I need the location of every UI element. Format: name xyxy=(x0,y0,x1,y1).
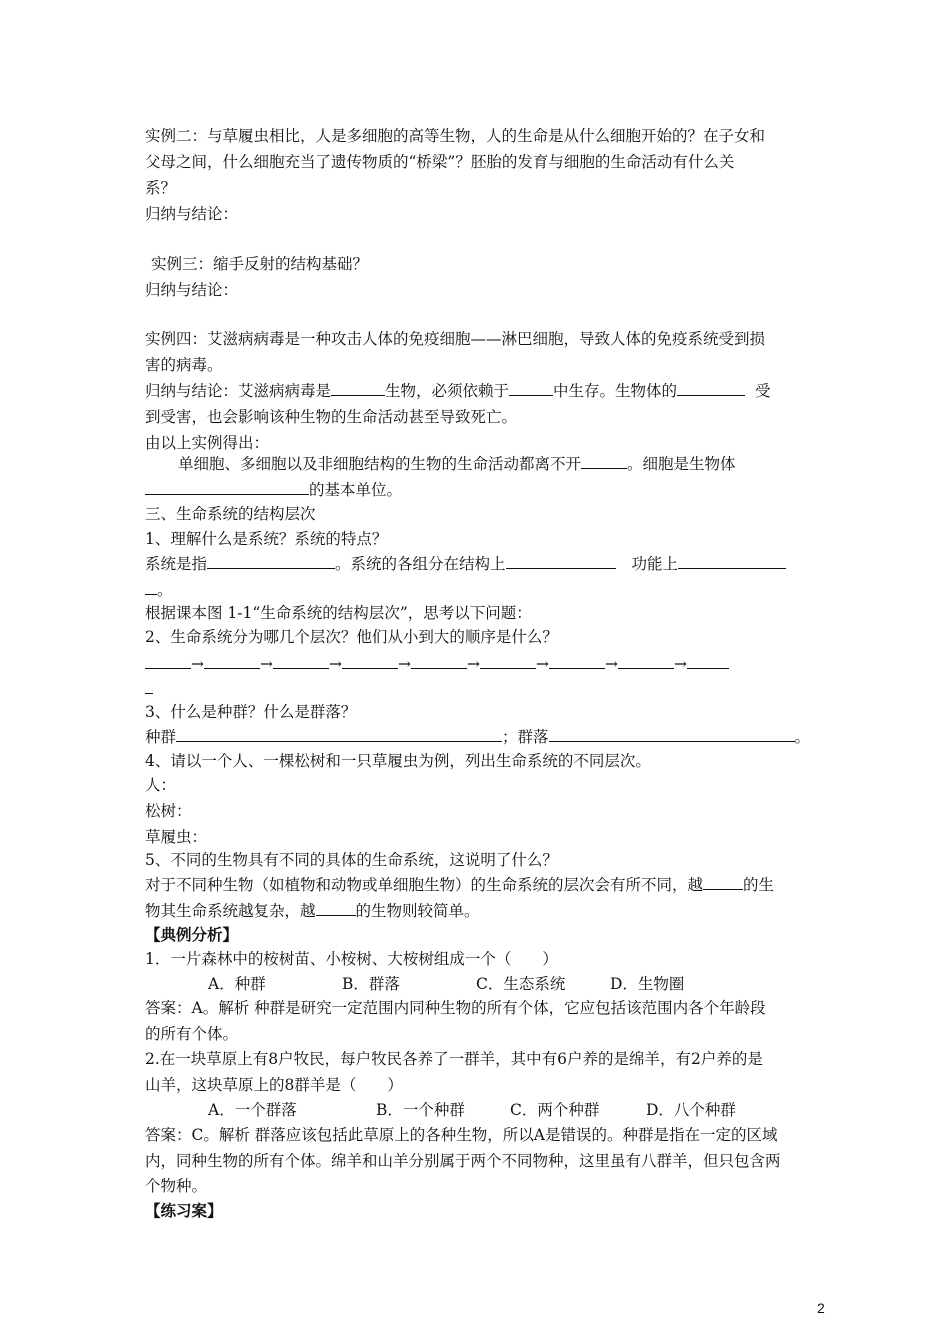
text-segment: 单细胞、多细胞以及非细胞结构的生物的生命活动都离不开 xyxy=(178,455,582,473)
text-line: 实例四：艾滋病病毒是一种攻击人体的免疫细胞——淋巴细胞，导致人体的免疫系统受到损 xyxy=(145,330,766,348)
text-segment: 生物，必须依赖于 xyxy=(385,382,510,400)
fill-blank[interactable] xyxy=(145,676,153,694)
answer-label: 草履虫： xyxy=(145,828,208,846)
arrow-glyph: → xyxy=(674,655,687,673)
text-segment: 系统是指 xyxy=(145,555,208,573)
question: 山羊，这块草原上的8群羊是（ ） xyxy=(145,1076,403,1094)
fill-blank[interactable] xyxy=(506,551,616,569)
fill-blank[interactable] xyxy=(145,651,191,669)
arrow-glyph: → xyxy=(467,655,480,673)
question: 2、生命系统分为哪几个层次？他们从小到大的顺序是什么？ xyxy=(145,628,558,646)
text-segment: ；群落 xyxy=(502,728,549,746)
section-heading: 【典例分析】 xyxy=(145,926,239,944)
text-line: 实例三：缩手反射的结构基础？ xyxy=(151,255,369,273)
fill-blank[interactable] xyxy=(342,651,398,669)
option-b: B．一个种群 xyxy=(376,1101,465,1119)
option-a: A．种群 xyxy=(208,975,266,993)
question: 4、请以一个人、一棵松树和一只草履虫为例，列出生命系统的不同层次。 xyxy=(145,752,651,770)
fill-in-line xyxy=(145,551,825,577)
answer-label: 松树： xyxy=(145,802,192,820)
text-segment: 受 xyxy=(755,382,771,400)
text-segment: 归纳与结论：艾滋病病毒是 xyxy=(145,382,332,400)
text-segment: 种群 xyxy=(145,728,177,746)
section-heading: 三、生命系统的结构层次 xyxy=(145,505,316,523)
text-segment: 。 xyxy=(794,728,811,746)
fill-blank[interactable] xyxy=(316,898,356,916)
text-line: 由以上实例得出： xyxy=(145,434,270,452)
fill-blank[interactable] xyxy=(509,378,553,396)
fill-blank[interactable] xyxy=(687,651,729,669)
arrow-glyph: → xyxy=(329,655,342,673)
fill-blank[interactable] xyxy=(331,378,385,396)
arrow-glyph: → xyxy=(260,655,273,673)
fill-blank[interactable] xyxy=(480,651,536,669)
fill-blank[interactable] xyxy=(145,577,157,595)
option-d: D．生物圈 xyxy=(610,975,685,993)
question: 1．一片森林中的桉树苗、小桉树、大桉树组成一个（ ） xyxy=(145,950,558,968)
text-segment: 的生 xyxy=(743,876,775,894)
fill-blank[interactable] xyxy=(618,651,674,669)
answer-explanation: 内，同种生物的所有个体。绵羊和山羊分别属于两个不同物种，这里虽有八群羊，但只包含两 xyxy=(145,1152,781,1170)
text-segment: 对于不同种生物（如植物和动物或单细胞生物）的生命系统的层次会有所不同，越 xyxy=(145,876,704,894)
answer-label: 人： xyxy=(145,776,177,794)
fill-in-line xyxy=(145,898,825,924)
fill-blank[interactable] xyxy=(549,651,605,669)
fill-in-line xyxy=(145,724,825,750)
option-d: D．八个种群 xyxy=(646,1101,736,1119)
fill-blank[interactable] xyxy=(678,551,786,569)
text-segment: 的基本单位。 xyxy=(309,481,403,499)
text-segment: 。 xyxy=(157,581,173,599)
fill-blank[interactable] xyxy=(176,724,502,742)
text-segment: 中生存。生物体的 xyxy=(553,382,678,400)
text-line: 实例二：与草履虫相比，人是多细胞的高等生物，人的生命是从什么细胞开始的？在子女和 xyxy=(145,127,766,145)
arrow-glyph: → xyxy=(536,655,549,673)
fill-blank[interactable] xyxy=(677,378,745,396)
option-c: C．生态系统 xyxy=(476,975,566,993)
text-line: 系？ xyxy=(145,179,177,197)
text-line: 根据课本图 1-1“生命系统的结构层次”，思考以下问题： xyxy=(145,604,532,622)
arrow-glyph: → xyxy=(398,655,411,673)
answer-options xyxy=(208,1097,888,1123)
text-segment: 。系统的各组分在结构上 xyxy=(335,555,506,573)
question: 5、不同的生物具有不同的具体的生命系统，这说明了什么？ xyxy=(145,851,558,869)
text-segment: 。细胞是生物体 xyxy=(627,455,736,473)
text-segment: 功能上 xyxy=(631,555,679,573)
option-c: C．两个种群 xyxy=(510,1101,600,1119)
option-a: A．一个群落 xyxy=(208,1101,297,1119)
level-chain xyxy=(145,651,825,677)
section-heading: 【练习案】 xyxy=(145,1202,223,1220)
fill-in-line xyxy=(145,378,825,404)
fill-blank[interactable] xyxy=(207,551,335,569)
text-line: 到受害，也会影响该种生物的生命活动甚至导致死亡。 xyxy=(145,408,518,426)
fill-blank[interactable] xyxy=(204,651,260,669)
answer-options xyxy=(208,971,888,997)
answer-explanation: 答案：A。解析 种群是研究一定范围内同种生物的所有个体，它应包括该范围内各个年龄段 xyxy=(145,999,766,1017)
text-segment: 物其生命系统越复杂，越 xyxy=(145,902,316,920)
answer-explanation: 个物种。 xyxy=(145,1177,208,1195)
fill-in-line xyxy=(145,477,825,503)
fill-blank[interactable] xyxy=(411,651,467,669)
question: 3、什么是种群？什么是群落？ xyxy=(145,703,357,721)
question: 1、理解什么是系统？系统的特点？ xyxy=(145,530,388,548)
text-line: 害的病毒。 xyxy=(145,356,223,374)
page-number: 2 xyxy=(817,1300,825,1316)
arrow-glyph: → xyxy=(191,655,204,673)
fill-blank[interactable] xyxy=(549,724,795,742)
conclusion-label: 归纳与结论： xyxy=(145,205,239,223)
fill-blank[interactable] xyxy=(145,477,309,495)
fill-blank[interactable] xyxy=(273,651,329,669)
fill-blank[interactable] xyxy=(581,451,627,469)
conclusion-label: 归纳与结论： xyxy=(145,281,239,299)
fill-in-line xyxy=(145,872,825,898)
answer-explanation: 的所有个体。 xyxy=(145,1025,239,1043)
text-segment: 的生物则较简单。 xyxy=(355,902,480,920)
arrow-glyph: → xyxy=(605,655,618,673)
option-b: B．群落 xyxy=(342,975,400,993)
fill-in-line xyxy=(178,451,858,477)
answer-explanation: 答案：C。解析 群落应该包括此草原上的各种生物，所以A是错误的。种群是指在一定的区域 xyxy=(145,1126,778,1144)
fill-blank[interactable] xyxy=(703,872,743,890)
text-line: 父母之间，什么细胞充当了遗传物质的“桥梁”？胚胎的发育与细胞的生命活动有什么关 xyxy=(145,153,735,171)
question: 2.在一块草原上有8户牧民，每户牧民各养了一群羊，其中有6户养的是绵羊，有2户养的是 xyxy=(145,1050,763,1068)
